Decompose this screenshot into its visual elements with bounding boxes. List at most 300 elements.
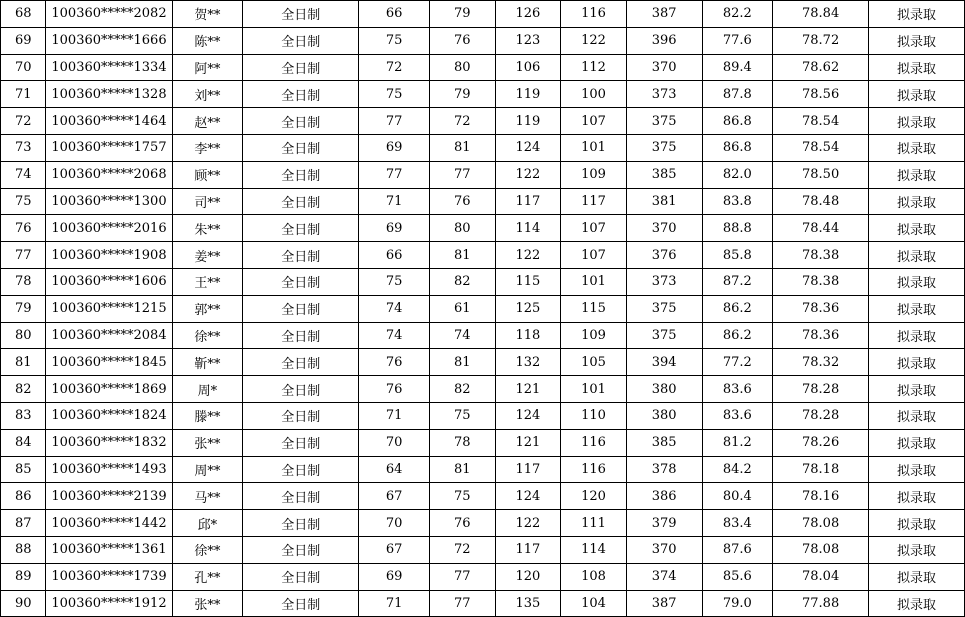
final-score-cell: 78.36 (773, 322, 869, 349)
candidate-name-cell: 周* (172, 376, 243, 403)
interview-score-cell: 77.2 (702, 349, 773, 376)
admission-status-cell: 拟录取 (869, 242, 965, 269)
final-score-cell: 78.48 (773, 188, 869, 215)
table-row (1, 563, 965, 590)
score-politics-cell: 74 (359, 295, 430, 322)
score-english-cell: 81 (429, 134, 495, 161)
interview-score-cell: 86.2 (702, 295, 773, 322)
score-politics-cell: 66 (359, 1, 430, 28)
total-score-cell: 370 (626, 215, 702, 242)
score-politics-cell: 77 (359, 161, 430, 188)
score-subject-2-cell: 107 (561, 242, 627, 269)
candidate-name-cell: 张** (172, 590, 243, 617)
interview-score-cell: 83.6 (702, 402, 773, 429)
table-row (1, 108, 965, 135)
table-row (1, 376, 965, 403)
candidate-id-cell: 100360*****1361 (46, 536, 172, 563)
candidate-name-cell: 靳** (172, 349, 243, 376)
study-mode-cell: 全日制 (243, 349, 359, 376)
score-subject-1-cell: 126 (495, 1, 561, 28)
score-politics-cell: 70 (359, 510, 430, 537)
row-number-cell: 78 (1, 268, 46, 295)
score-politics-cell: 69 (359, 134, 430, 161)
total-score-cell: 387 (626, 590, 702, 617)
score-english-cell: 82 (429, 268, 495, 295)
score-english-cell: 77 (429, 590, 495, 617)
candidate-name-cell: 孔** (172, 563, 243, 590)
interview-score-cell: 84.2 (702, 456, 773, 483)
candidate-name-cell: 司** (172, 188, 243, 215)
table-row (1, 536, 965, 563)
candidate-id-cell: 100360*****2084 (46, 322, 172, 349)
table-row (1, 590, 965, 617)
candidate-id-cell: 100360*****2016 (46, 215, 172, 242)
score-subject-2-cell: 114 (561, 536, 627, 563)
score-politics-cell: 75 (359, 27, 430, 54)
candidate-id-cell: 100360*****2082 (46, 1, 172, 28)
study-mode-cell: 全日制 (243, 268, 359, 295)
candidate-name-cell: 贺** (172, 1, 243, 28)
study-mode-cell: 全日制 (243, 295, 359, 322)
row-number-cell: 77 (1, 242, 46, 269)
score-politics-cell: 66 (359, 242, 430, 269)
study-mode-cell: 全日制 (243, 161, 359, 188)
score-subject-2-cell: 108 (561, 563, 627, 590)
candidate-id-cell: 100360*****2139 (46, 483, 172, 510)
interview-score-cell: 86.8 (702, 108, 773, 135)
candidate-id-cell: 100360*****1757 (46, 134, 172, 161)
score-subject-1-cell: 125 (495, 295, 561, 322)
candidate-name-cell: 周** (172, 456, 243, 483)
row-number-cell: 82 (1, 376, 46, 403)
admission-status-cell: 拟录取 (869, 1, 965, 28)
score-subject-2-cell: 107 (561, 108, 627, 135)
interview-score-cell: 85.8 (702, 242, 773, 269)
final-score-cell: 78.08 (773, 510, 869, 537)
study-mode-cell: 全日制 (243, 27, 359, 54)
score-subject-2-cell: 115 (561, 295, 627, 322)
admission-status-cell: 拟录取 (869, 54, 965, 81)
table-row (1, 215, 965, 242)
score-subject-1-cell: 114 (495, 215, 561, 242)
candidate-id-cell: 100360*****1912 (46, 590, 172, 617)
candidate-name-cell: 顾** (172, 161, 243, 188)
row-number-cell: 81 (1, 349, 46, 376)
total-score-cell: 373 (626, 81, 702, 108)
table-row (1, 402, 965, 429)
interview-score-cell: 82.2 (702, 1, 773, 28)
candidate-name-cell: 李** (172, 134, 243, 161)
row-number-cell: 80 (1, 322, 46, 349)
interview-score-cell: 82.0 (702, 161, 773, 188)
candidate-name-cell: 刘** (172, 81, 243, 108)
row-number-cell: 83 (1, 402, 46, 429)
candidate-name-cell: 王** (172, 268, 243, 295)
total-score-cell: 375 (626, 322, 702, 349)
total-score-cell: 376 (626, 242, 702, 269)
candidate-id-cell: 100360*****1464 (46, 108, 172, 135)
total-score-cell: 373 (626, 268, 702, 295)
admission-status-cell: 拟录取 (869, 134, 965, 161)
interview-score-cell: 88.8 (702, 215, 773, 242)
admission-status-cell: 拟录取 (869, 456, 965, 483)
interview-score-cell: 80.4 (702, 483, 773, 510)
table-row (1, 295, 965, 322)
score-subject-2-cell: 117 (561, 188, 627, 215)
row-number-cell: 86 (1, 483, 46, 510)
total-score-cell: 379 (626, 510, 702, 537)
interview-score-cell: 77.6 (702, 27, 773, 54)
score-subject-2-cell: 107 (561, 215, 627, 242)
admission-status-cell: 拟录取 (869, 536, 965, 563)
row-number-cell: 75 (1, 188, 46, 215)
candidate-id-cell: 100360*****1824 (46, 402, 172, 429)
final-score-cell: 78.16 (773, 483, 869, 510)
table-row (1, 81, 965, 108)
candidate-name-cell: 郭** (172, 295, 243, 322)
candidate-name-cell: 马** (172, 483, 243, 510)
final-score-cell: 78.28 (773, 402, 869, 429)
study-mode-cell: 全日制 (243, 1, 359, 28)
score-subject-1-cell: 118 (495, 322, 561, 349)
final-score-cell: 78.36 (773, 295, 869, 322)
score-subject-1-cell: 117 (495, 456, 561, 483)
score-subject-1-cell: 122 (495, 510, 561, 537)
score-subject-1-cell: 124 (495, 402, 561, 429)
interview-score-cell: 86.2 (702, 322, 773, 349)
total-score-cell: 385 (626, 429, 702, 456)
interview-score-cell: 81.2 (702, 429, 773, 456)
score-subject-1-cell: 106 (495, 54, 561, 81)
score-subject-2-cell: 120 (561, 483, 627, 510)
score-subject-2-cell: 101 (561, 134, 627, 161)
row-number-cell: 87 (1, 510, 46, 537)
total-score-cell: 374 (626, 563, 702, 590)
candidate-name-cell: 滕** (172, 402, 243, 429)
admission-status-cell: 拟录取 (869, 510, 965, 537)
total-score-cell: 375 (626, 134, 702, 161)
score-subject-2-cell: 104 (561, 590, 627, 617)
study-mode-cell: 全日制 (243, 429, 359, 456)
score-subject-2-cell: 116 (561, 1, 627, 28)
score-subject-2-cell: 110 (561, 402, 627, 429)
study-mode-cell: 全日制 (243, 108, 359, 135)
total-score-cell: 375 (626, 295, 702, 322)
score-politics-cell: 64 (359, 456, 430, 483)
study-mode-cell: 全日制 (243, 510, 359, 537)
final-score-cell: 78.26 (773, 429, 869, 456)
admission-status-cell: 拟录取 (869, 188, 965, 215)
score-english-cell: 72 (429, 536, 495, 563)
interview-score-cell: 89.4 (702, 54, 773, 81)
score-english-cell: 76 (429, 188, 495, 215)
study-mode-cell: 全日制 (243, 134, 359, 161)
score-english-cell: 76 (429, 27, 495, 54)
study-mode-cell: 全日制 (243, 456, 359, 483)
admission-status-cell: 拟录取 (869, 402, 965, 429)
total-score-cell: 370 (626, 536, 702, 563)
candidate-name-cell: 张** (172, 429, 243, 456)
final-score-cell: 78.62 (773, 54, 869, 81)
final-score-cell: 78.32 (773, 349, 869, 376)
score-subject-2-cell: 109 (561, 161, 627, 188)
score-english-cell: 75 (429, 483, 495, 510)
admission-status-cell: 拟录取 (869, 215, 965, 242)
total-score-cell: 378 (626, 456, 702, 483)
total-score-cell: 380 (626, 402, 702, 429)
admission-status-cell: 拟录取 (869, 349, 965, 376)
total-score-cell: 386 (626, 483, 702, 510)
score-subject-1-cell: 121 (495, 376, 561, 403)
score-politics-cell: 67 (359, 483, 430, 510)
table-row (1, 27, 965, 54)
total-score-cell: 380 (626, 376, 702, 403)
final-score-cell: 78.44 (773, 215, 869, 242)
study-mode-cell: 全日制 (243, 536, 359, 563)
score-english-cell: 81 (429, 242, 495, 269)
row-number-cell: 71 (1, 81, 46, 108)
score-subject-2-cell: 116 (561, 429, 627, 456)
table-row (1, 134, 965, 161)
score-subject-1-cell: 122 (495, 242, 561, 269)
interview-score-cell: 83.8 (702, 188, 773, 215)
table-row (1, 242, 965, 269)
row-number-cell: 79 (1, 295, 46, 322)
score-subject-2-cell: 112 (561, 54, 627, 81)
table-row (1, 510, 965, 537)
score-english-cell: 76 (429, 510, 495, 537)
admission-status-cell: 拟录取 (869, 590, 965, 617)
score-subject-1-cell: 124 (495, 134, 561, 161)
score-subject-1-cell: 117 (495, 536, 561, 563)
study-mode-cell: 全日制 (243, 242, 359, 269)
row-number-cell: 84 (1, 429, 46, 456)
admission-status-cell: 拟录取 (869, 429, 965, 456)
score-english-cell: 78 (429, 429, 495, 456)
study-mode-cell: 全日制 (243, 483, 359, 510)
total-score-cell: 375 (626, 108, 702, 135)
score-english-cell: 80 (429, 215, 495, 242)
score-english-cell: 77 (429, 563, 495, 590)
final-score-cell: 78.08 (773, 536, 869, 563)
score-subject-1-cell: 124 (495, 483, 561, 510)
candidate-id-cell: 100360*****1328 (46, 81, 172, 108)
final-score-cell: 78.56 (773, 81, 869, 108)
score-subject-1-cell: 135 (495, 590, 561, 617)
score-english-cell: 80 (429, 54, 495, 81)
final-score-cell: 78.54 (773, 108, 869, 135)
admission-status-cell: 拟录取 (869, 295, 965, 322)
candidate-id-cell: 100360*****1493 (46, 456, 172, 483)
interview-score-cell: 83.6 (702, 376, 773, 403)
admission-status-cell: 拟录取 (869, 268, 965, 295)
row-number-cell: 72 (1, 108, 46, 135)
row-number-cell: 76 (1, 215, 46, 242)
score-subject-1-cell: 117 (495, 188, 561, 215)
final-score-cell: 78.38 (773, 268, 869, 295)
score-politics-cell: 69 (359, 215, 430, 242)
row-number-cell: 68 (1, 1, 46, 28)
total-score-cell: 381 (626, 188, 702, 215)
table-row (1, 322, 965, 349)
candidate-id-cell: 100360*****1334 (46, 54, 172, 81)
score-subject-2-cell: 105 (561, 349, 627, 376)
score-subject-2-cell: 122 (561, 27, 627, 54)
final-score-cell: 78.18 (773, 456, 869, 483)
admission-status-cell: 拟录取 (869, 81, 965, 108)
score-subject-1-cell: 115 (495, 268, 561, 295)
score-politics-cell: 75 (359, 81, 430, 108)
total-score-cell: 385 (626, 161, 702, 188)
study-mode-cell: 全日制 (243, 322, 359, 349)
study-mode-cell: 全日制 (243, 81, 359, 108)
score-politics-cell: 72 (359, 54, 430, 81)
score-english-cell: 75 (429, 402, 495, 429)
admission-status-cell: 拟录取 (869, 483, 965, 510)
candidate-id-cell: 100360*****1869 (46, 376, 172, 403)
candidate-id-cell: 100360*****1845 (46, 349, 172, 376)
score-subject-2-cell: 109 (561, 322, 627, 349)
table-row (1, 188, 965, 215)
score-politics-cell: 76 (359, 349, 430, 376)
table-row (1, 429, 965, 456)
candidate-id-cell: 100360*****1215 (46, 295, 172, 322)
study-mode-cell: 全日制 (243, 402, 359, 429)
admission-status-cell: 拟录取 (869, 161, 965, 188)
admission-status-cell: 拟录取 (869, 27, 965, 54)
score-subject-2-cell: 116 (561, 456, 627, 483)
candidate-id-cell: 100360*****1739 (46, 563, 172, 590)
candidate-id-cell: 100360*****1606 (46, 268, 172, 295)
score-english-cell: 81 (429, 456, 495, 483)
row-number-cell: 88 (1, 536, 46, 563)
final-score-cell: 78.72 (773, 27, 869, 54)
candidate-name-cell: 阿** (172, 54, 243, 81)
interview-score-cell: 79.0 (702, 590, 773, 617)
score-politics-cell: 71 (359, 188, 430, 215)
score-politics-cell: 77 (359, 108, 430, 135)
score-subject-2-cell: 111 (561, 510, 627, 537)
total-score-cell: 387 (626, 1, 702, 28)
score-subject-1-cell: 122 (495, 161, 561, 188)
score-english-cell: 82 (429, 376, 495, 403)
score-politics-cell: 74 (359, 322, 430, 349)
table-row (1, 268, 965, 295)
table-row (1, 483, 965, 510)
candidate-name-cell: 赵** (172, 108, 243, 135)
score-english-cell: 74 (429, 322, 495, 349)
row-number-cell: 73 (1, 134, 46, 161)
candidate-id-cell: 100360*****1832 (46, 429, 172, 456)
study-mode-cell: 全日制 (243, 590, 359, 617)
admission-status-cell: 拟录取 (869, 563, 965, 590)
candidate-name-cell: 姜** (172, 242, 243, 269)
score-politics-cell: 76 (359, 376, 430, 403)
final-score-cell: 78.38 (773, 242, 869, 269)
score-politics-cell: 70 (359, 429, 430, 456)
score-subject-1-cell: 119 (495, 81, 561, 108)
interview-score-cell: 87.2 (702, 268, 773, 295)
score-politics-cell: 69 (359, 563, 430, 590)
score-subject-2-cell: 101 (561, 268, 627, 295)
score-politics-cell: 71 (359, 402, 430, 429)
study-mode-cell: 全日制 (243, 563, 359, 590)
interview-score-cell: 86.8 (702, 134, 773, 161)
candidate-name-cell: 朱** (172, 215, 243, 242)
row-number-cell: 90 (1, 590, 46, 617)
study-mode-cell: 全日制 (243, 376, 359, 403)
score-english-cell: 72 (429, 108, 495, 135)
score-english-cell: 77 (429, 161, 495, 188)
candidate-name-cell: 徐** (172, 536, 243, 563)
interview-score-cell: 87.6 (702, 536, 773, 563)
row-number-cell: 74 (1, 161, 46, 188)
study-mode-cell: 全日制 (243, 54, 359, 81)
admission-status-cell: 拟录取 (869, 322, 965, 349)
score-subject-1-cell: 121 (495, 429, 561, 456)
score-subject-1-cell: 119 (495, 108, 561, 135)
admission-status-cell: 拟录取 (869, 108, 965, 135)
score-politics-cell: 71 (359, 590, 430, 617)
study-mode-cell: 全日制 (243, 215, 359, 242)
final-score-cell: 78.04 (773, 563, 869, 590)
candidate-id-cell: 100360*****1300 (46, 188, 172, 215)
candidate-name-cell: 徐** (172, 322, 243, 349)
admission-status-cell: 拟录取 (869, 376, 965, 403)
final-score-cell: 78.28 (773, 376, 869, 403)
total-score-cell: 394 (626, 349, 702, 376)
row-number-cell: 70 (1, 54, 46, 81)
score-english-cell: 61 (429, 295, 495, 322)
interview-score-cell: 83.4 (702, 510, 773, 537)
score-politics-cell: 75 (359, 268, 430, 295)
interview-score-cell: 87.8 (702, 81, 773, 108)
table-row (1, 54, 965, 81)
row-number-cell: 85 (1, 456, 46, 483)
score-subject-2-cell: 101 (561, 376, 627, 403)
table-row (1, 161, 965, 188)
candidate-id-cell: 100360*****1908 (46, 242, 172, 269)
table-row (1, 349, 965, 376)
candidate-id-cell: 100360*****2068 (46, 161, 172, 188)
total-score-cell: 396 (626, 27, 702, 54)
candidate-id-cell: 100360*****1442 (46, 510, 172, 537)
candidate-id-cell: 100360*****1666 (46, 27, 172, 54)
final-score-cell: 78.54 (773, 134, 869, 161)
score-english-cell: 79 (429, 1, 495, 28)
table-row (1, 1, 965, 28)
score-subject-1-cell: 120 (495, 563, 561, 590)
final-score-cell: 78.84 (773, 1, 869, 28)
score-english-cell: 81 (429, 349, 495, 376)
interview-score-cell: 85.6 (702, 563, 773, 590)
score-subject-2-cell: 100 (561, 81, 627, 108)
table-row (1, 456, 965, 483)
score-politics-cell: 67 (359, 536, 430, 563)
table-body (1, 1, 965, 617)
candidate-name-cell: 陈** (172, 27, 243, 54)
final-score-cell: 77.88 (773, 590, 869, 617)
score-subject-1-cell: 132 (495, 349, 561, 376)
row-number-cell: 89 (1, 563, 46, 590)
study-mode-cell: 全日制 (243, 188, 359, 215)
score-subject-1-cell: 123 (495, 27, 561, 54)
total-score-cell: 370 (626, 54, 702, 81)
final-score-cell: 78.50 (773, 161, 869, 188)
candidate-name-cell: 邱* (172, 510, 243, 537)
score-english-cell: 79 (429, 81, 495, 108)
row-number-cell: 69 (1, 27, 46, 54)
